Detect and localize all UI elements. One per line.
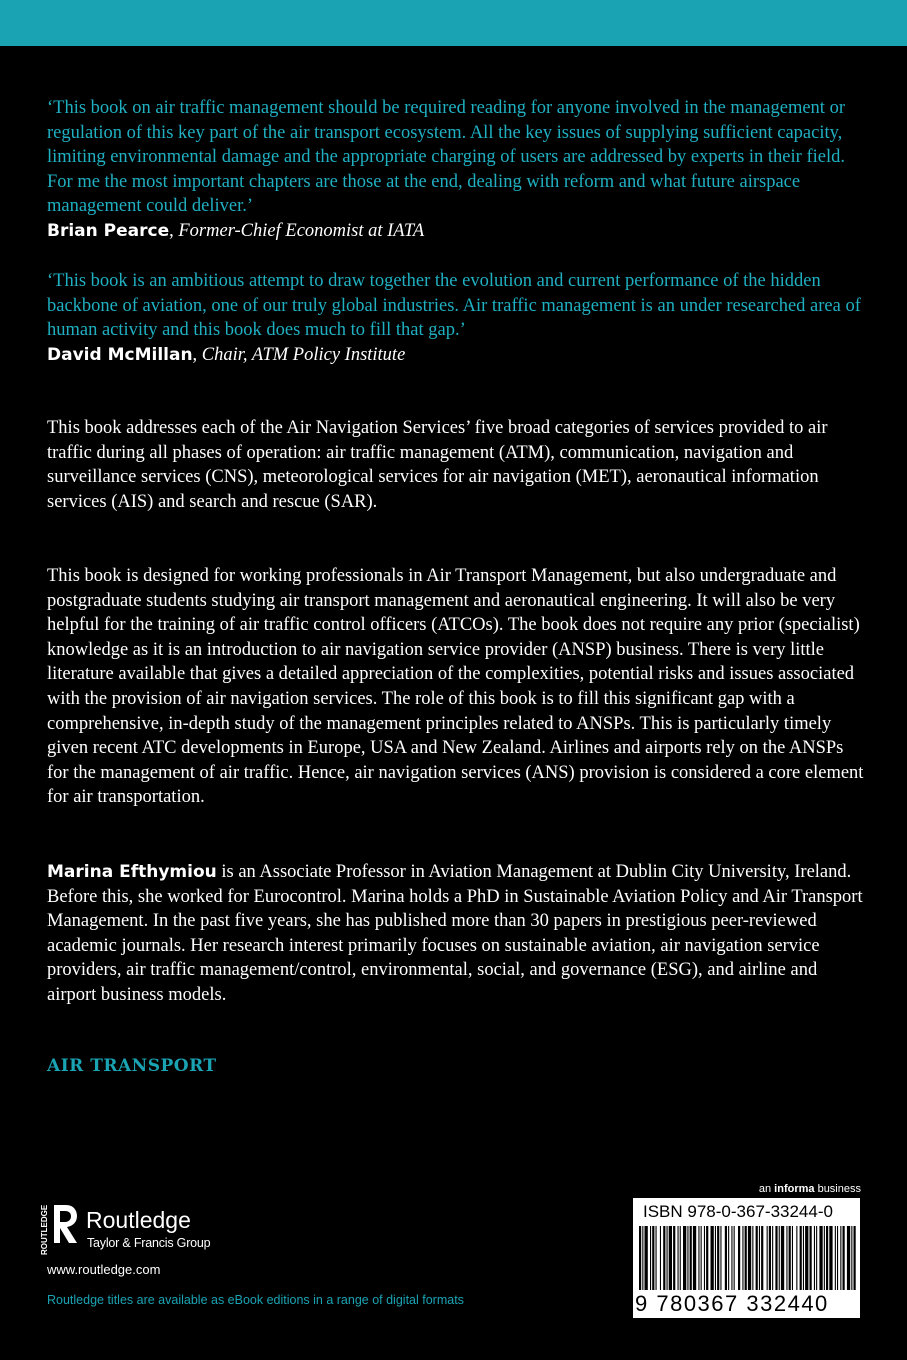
author-bio — [47, 860, 869, 1008]
barcode-bar — [847, 1226, 850, 1290]
barcode-bar — [704, 1226, 705, 1290]
isbn-label: ISBN 978-0-367-33244-0 — [643, 1202, 833, 1221]
barcode-bar — [805, 1226, 808, 1290]
informa-brand: informa — [774, 1183, 815, 1195]
barcode-bar — [656, 1226, 657, 1290]
description-paragraph-1: This book addresses each of the Air Navigation Services’ five broad categories of services provided to air traffic during all phases of operation: air traffic management (ATM), communication, navigation and surveillance services (CNS), meteorological services for air navigation (MET), aeronautical information services (AIS) and search and rescue (SAR). — [47, 418, 828, 512]
barcode-bar — [693, 1226, 696, 1290]
barcode-bar — [786, 1226, 787, 1290]
reviewer-role-2: Chair, ATM Policy Institute — [201, 345, 406, 365]
barcode-bar — [731, 1226, 732, 1290]
barcode-bar — [792, 1226, 793, 1290]
barcode-bar — [789, 1226, 791, 1290]
barcode-bar — [738, 1226, 740, 1290]
informa-tagline: an informa business — [758, 1183, 861, 1195]
barcode-bar — [840, 1226, 841, 1290]
publisher-brand: Routledge — [86, 1207, 191, 1233]
barcode-bar — [843, 1226, 845, 1290]
barcode-bar — [728, 1226, 729, 1290]
barcode-bar — [669, 1226, 672, 1290]
ebook-note: Routledge titles are available as eBook editions in a range of digital formats — [47, 1293, 464, 1307]
barcode-bar — [639, 1226, 641, 1290]
barcode-bar — [826, 1226, 828, 1290]
review-attribution-1: Brian Pearce, Former-Chief Economist at IATA — [47, 221, 425, 241]
author-bio-text: is an Associate Professor in Aviation Management at Dublin City University, Ireland. Before this, she worked for Eurocontrol. Marina holds a PhD in Sustainable Aviation Policy and Air Transport Management. In the past five years, she has published more than 30 papers in prestigious peer-reviewed academic journals. Her research interest primarily focuses on sustainable aviation, air navigation service providers, air traffic management/control, environmental, social, and governance (ESG), and airline and airport business models. — [47, 862, 863, 1005]
publisher-group: Taylor & Francis Group — [87, 1236, 211, 1250]
barcode-digits: 9 780367 332440 — [635, 1291, 829, 1316]
barcode-bar — [775, 1226, 777, 1290]
barcode-bar — [829, 1226, 832, 1290]
barcode-bar — [759, 1226, 760, 1290]
author-name: Marina Efthymiou — [47, 862, 217, 882]
barcode-bar — [720, 1226, 721, 1290]
barcode-bar — [761, 1226, 763, 1290]
barcode-bar — [673, 1226, 675, 1290]
barcode-bar — [796, 1226, 797, 1290]
barcode-bar — [781, 1226, 784, 1290]
barcode-bar — [814, 1226, 815, 1290]
routledge-vertical-text: ROUTLEDGE — [40, 1204, 49, 1255]
review-attribution-2: David McMillan, Chair, ATM Policy Institute — [47, 345, 406, 365]
barcode-bar — [803, 1226, 804, 1290]
barcode-bar — [660, 1226, 661, 1290]
barcode-bar — [772, 1226, 773, 1290]
barcode-bar — [650, 1226, 651, 1290]
barcode-bar — [745, 1226, 747, 1290]
barcode-bar — [752, 1226, 753, 1290]
barcode-bar — [690, 1226, 692, 1290]
barcode-bar — [835, 1226, 836, 1290]
barcode-bar — [642, 1226, 643, 1290]
routledge-logo — [40, 1203, 240, 1259]
subject-category: AIR TRANSPORT — [47, 1056, 217, 1076]
description-paragraph-2: This book is designed for working professionals in Air Transport Management, but also undergraduate and postgraduate students studying air transport management and aeronautical engineering. It will also be very helpful for the training of air traffic control officers (ATCOs). The book does not require any prior (specialist) knowledge as it is an introduction to air navigation service provider (ANSP) business. There is very little literature available that gives a detailed appreciation of the complexities, potential risks and issues associated with the provision of air navigation services. The role of this book is to fill this significant gap with a comprehensive, in-depth study of the management principles related to ANSPs. This is particularly timely given recent ATC developments in Europe, USA and New Zealand. Airlines and airports rely on the ANSPs for the management of air traffic. Hence, air navigation services (ANS) provision is considered a core element for air transportation. — [47, 566, 864, 808]
barcode-bar — [769, 1226, 771, 1290]
barcode-bar — [734, 1226, 735, 1290]
isbn-barcode — [633, 1198, 860, 1318]
barcode-bar — [725, 1226, 727, 1290]
barcode-bar — [663, 1226, 665, 1290]
barcode-bar — [711, 1226, 714, 1290]
barcode-bar — [652, 1226, 654, 1290]
barcode-bar — [678, 1226, 679, 1290]
barcode-bar — [698, 1226, 699, 1290]
barcode-bar — [715, 1226, 716, 1290]
barcode-bar — [742, 1226, 743, 1290]
barcode-bar — [837, 1226, 838, 1290]
review-quote-1: ‘This book on air traffic management should be required reading for anyone involved in the management or regulation of this key part of the air transport ecosystem. All the key issues of supplying sufficient capacity, limiting environmental damage and the appropriate charging of users are addressed by experts in their field. For me the most important chapters are those at the end, dealing with reform and what future airspace management could deliver.’ — [47, 98, 845, 217]
barcode-bars — [637, 1226, 856, 1290]
barcode-bar — [748, 1226, 751, 1290]
reviewer-name-2: David McMillan — [47, 345, 193, 365]
barcode-bar — [667, 1226, 668, 1290]
barcode-bar — [706, 1226, 708, 1290]
barcode-bar — [645, 1226, 648, 1290]
barcode-bar — [717, 1226, 719, 1290]
publisher-website: www.routledge.com — [47, 1262, 161, 1277]
barcode-bar — [687, 1226, 688, 1290]
barcode-bar — [680, 1226, 681, 1290]
barcode-bar — [800, 1226, 802, 1290]
barcode-bar — [851, 1226, 852, 1290]
barcode-bar — [816, 1226, 817, 1290]
barcode-bar — [767, 1226, 768, 1290]
barcode-bar — [756, 1226, 758, 1290]
barcode-bar — [854, 1226, 856, 1290]
barcode-bar — [819, 1226, 822, 1290]
barcode-bar — [701, 1226, 702, 1290]
top-accent-band — [0, 0, 907, 46]
review-quote-2: ‘This book is an ambitious attempt to draw together the evolution and current performance of the hidden backbone of aviation, one of our truly global industries. Air traffic management is an under researched area of human activity and this book does much to fill that gap.’ — [47, 271, 861, 341]
routledge-r-icon — [40, 1203, 78, 1257]
reviewer-role-1: Former-Chief Economist at IATA — [178, 221, 425, 241]
barcode-bar — [810, 1226, 812, 1290]
reviewer-name-1: Brian Pearce — [47, 221, 170, 241]
barcode-bar — [683, 1226, 686, 1290]
barcode-bar — [779, 1226, 780, 1290]
barcode-bar — [824, 1226, 825, 1290]
